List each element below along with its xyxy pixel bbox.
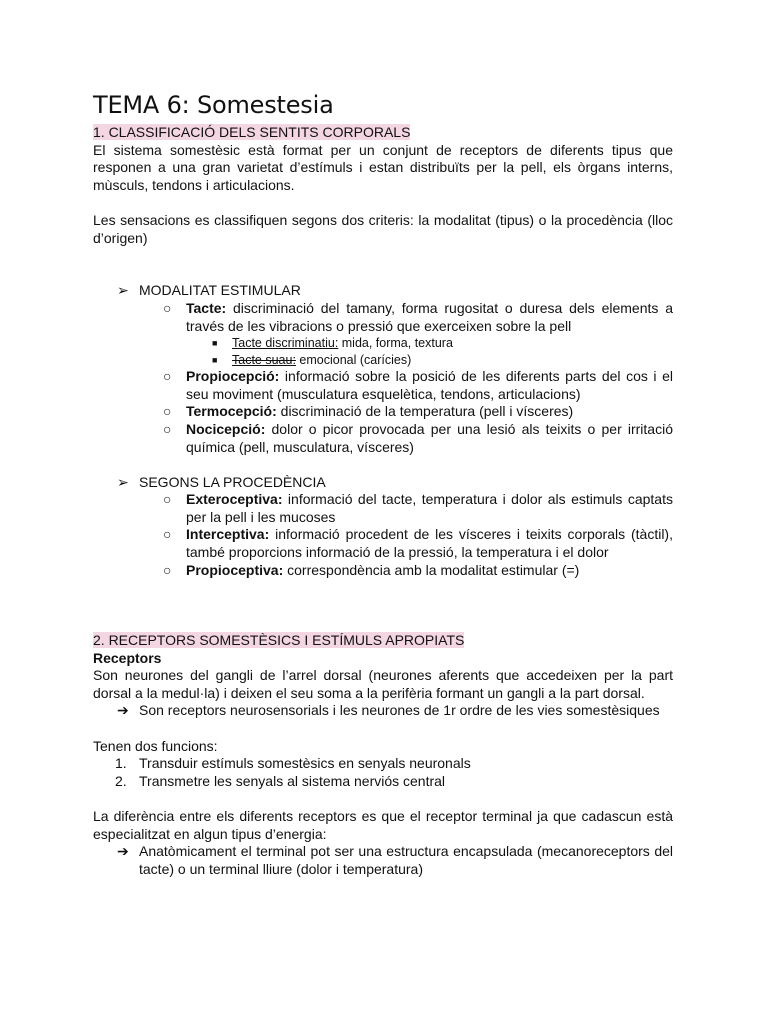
arrow-bullet-icon: ➔ — [117, 843, 129, 860]
square-bullet-icon: ■ — [212, 354, 218, 365]
circle-bullet-icon: ○ — [163, 420, 172, 437]
list-item: ○ Propiocepció: informació sobre la posició de les diferents parts del cos i el seu moviment (musculatura esquelètica, tendons, articulacions) — [163, 368, 673, 402]
circle-bullet-icon: ○ — [163, 526, 172, 543]
list-item: ○ Termocepció: discriminació de la temperatura (pell i vísceres) — [163, 403, 574, 420]
list-item: ○ Tacte: discriminació del tamany, forma rugositat o duresa dels elements a través de les vibracions o pressió que exerceixen sobre la pell — [163, 299, 673, 334]
list-item: ○ Nocicepció: dolor o picor provocada per una lesió als teixits o per irritació química (pell, musculatura, vísceres) — [163, 420, 673, 455]
document-page — [93, 90, 673, 878]
list-item: ➔ Son receptors neurosensorials i les neurones de 1r ordre de les vies somestèsiques — [117, 702, 660, 719]
arrowhead-bullet-icon: ➢ — [117, 473, 129, 490]
list-item: ○ Propioceptiva: correspondència amb la modalitat estimular (=) — [163, 561, 580, 578]
arrow-bullet-icon: ➔ — [117, 702, 129, 719]
list-item: ➔ Anatòmicament el terminal pot ser una estructura encapsulada (mecanoreceptors del tacte) o un terminal lliure (dolor i temperatura) — [117, 843, 673, 877]
list-number: 2. — [115, 772, 127, 789]
section-1-paragraph-2: Les sensacions es classifiquen segons dos criteris: la modalitat (tipus) o la procedència (lloc d’origen) — [93, 211, 673, 246]
list-item: 1. Transduir estímuls somestèsics en senyals neuronals — [115, 755, 471, 772]
list-item: ■ Tacte suau: emocional (carícies) — [212, 352, 412, 367]
circle-bullet-icon: ○ — [163, 403, 172, 420]
procedencia-heading: ➢ SEGONS LA PROCEDÈNCIA — [117, 473, 326, 490]
section-2-paragraph-1: Son neurones del gangli de l’arrel dorsal (neurones aferents que accedeixen per la part dorsal a la medul·la) i deixen el seu soma a la perifèria formant un gangli a la part dorsal. — [93, 667, 673, 701]
circle-bullet-icon: ○ — [163, 491, 172, 508]
list-item: ○ Interceptiva: informació procedent de les vísceres i teixits corporals (tàctil), també proporcions informació de la pressió, la temperatura i el dolor — [163, 526, 673, 561]
list-number: 1. — [115, 755, 127, 772]
section-2-paragraph-2: Tenen dos funcions: — [93, 737, 218, 754]
circle-bullet-icon: ○ — [163, 299, 172, 316]
modalitat-heading: ➢ MODALITAT ESTIMULAR — [117, 282, 301, 299]
section-2-subheading: Receptors — [93, 649, 162, 666]
list-item: ○ Exteroceptiva: informació del tacte, temperatura i dolor als estimuls captats per la pell i les mucoses — [163, 491, 673, 525]
section-1-paragraph-1: El sistema somestèsic està format per un conjunt de receptors de diferents tipus que responen a una gran varietat d’estímuls i estan distribuïts per la pell, els òrgans interns, mùsculs, tendons i articulacions. — [93, 141, 673, 193]
list-item: ■ Tacte discriminatiu: mida, forma, textura — [212, 336, 453, 351]
arrowhead-bullet-icon: ➢ — [117, 282, 129, 299]
list-item: 2. Transmetre les senyals al sistema nerviós central — [115, 772, 446, 789]
section-2-paragraph-3: La diferència entre els diferents receptors es que el receptor terminal ja que cadascun està especialitzat en algun tipus d’energia: — [93, 807, 673, 842]
circle-bullet-icon: ○ — [163, 561, 172, 578]
page-title: TEMA 6: Somestesia — [93, 91, 334, 119]
square-bullet-icon: ■ — [212, 338, 218, 349]
circle-bullet-icon: ○ — [163, 368, 172, 385]
section-2-heading: 2. RECEPTORS SOMESTÈSICS I ESTÍMULS APROPIATS — [93, 632, 465, 649]
section-1-heading: 1. CLASSIFICACIÓ DELS SENTITS CORPORALS — [93, 124, 411, 140]
